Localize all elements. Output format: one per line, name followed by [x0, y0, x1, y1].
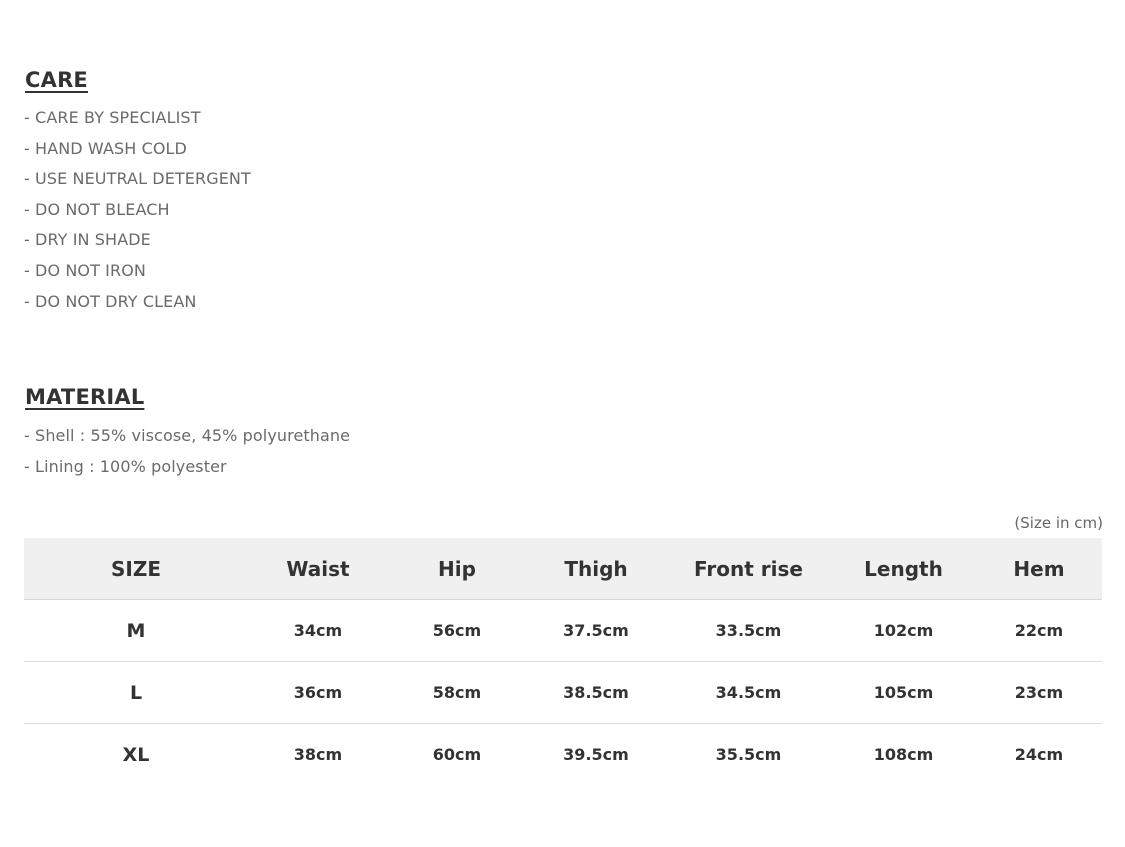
table-cell: M [24, 600, 248, 662]
care-item: - DO NOT DRY CLEAN [24, 291, 197, 311]
care-item: - HAND WASH COLD [24, 138, 187, 158]
table-cell: 58cm [388, 662, 526, 724]
care-item: - DO NOT IRON [24, 260, 146, 280]
material-item: - Lining : 100% polyester [24, 456, 227, 476]
table-cell: 105cm [831, 662, 976, 724]
care-item: - DRY IN SHADE [24, 230, 151, 250]
column-header: Thigh [526, 538, 666, 600]
material-heading: MATERIAL [25, 385, 145, 409]
table-cell: 60cm [432, 745, 482, 764]
table-cell: 102cm [831, 600, 976, 662]
care-heading: CARE [25, 68, 88, 92]
table-cell: XL [122, 743, 150, 766]
care-item: - DO NOT BLEACH [24, 199, 170, 219]
material-item: - Shell : 55% viscose, 45% polyurethane [24, 426, 351, 445]
table-cell: 34.5cm [666, 662, 831, 724]
table-cell: 38.5cm [526, 662, 666, 724]
table-cell: 34cm [248, 600, 388, 662]
column-header: Hem [976, 538, 1102, 600]
column-header: Front rise [666, 538, 831, 600]
size-unit-note: (Size in cm) [1014, 514, 1103, 532]
column-header: Length [831, 538, 976, 600]
table-cell: 38cm [293, 745, 343, 764]
table-row [24, 662, 1102, 724]
care-item: - CARE BY SPECIALIST [24, 108, 201, 127]
table-cell: 56cm [388, 600, 526, 662]
table-cell: 37.5cm [526, 600, 666, 662]
table-cell: 22cm [976, 600, 1102, 662]
care-item: - USE NEUTRAL DETERGENT [24, 169, 251, 189]
table-cell: 36cm [248, 662, 388, 724]
table-row [24, 724, 1102, 786]
table-cell: 24cm [1014, 745, 1064, 764]
material-list [24, 421, 350, 482]
column-header: Waist [248, 538, 388, 600]
table-cell: L [24, 662, 248, 724]
care-list [24, 103, 251, 317]
table-header-row [24, 538, 1102, 600]
column-header: Hip [388, 538, 526, 600]
table-cell: 33.5cm [666, 600, 831, 662]
table-cell: 35.5cm [715, 745, 782, 764]
size-table [24, 538, 1102, 785]
table-row [24, 600, 1102, 662]
table-cell: 23cm [976, 662, 1102, 724]
column-header: SIZE [24, 538, 248, 600]
table-cell: 39.5cm [563, 745, 629, 764]
table-cell: 108cm [873, 745, 934, 764]
